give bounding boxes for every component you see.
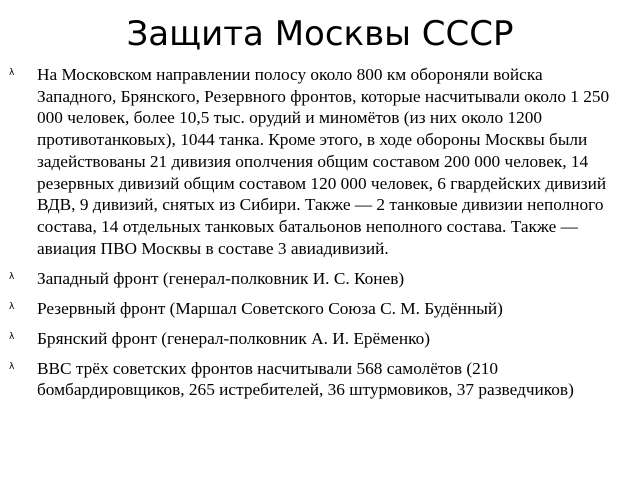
bullet-text: На Московском направлении полосу около 800 км обороняли войска Западного, Брянского, Резервного фронтов, которые насчитывали около 1 250 000 человек, более 10,5 тыс. орудий и миномётов (из них около 1200 противотанковых), 1044 танка. Кроме этого, в ходе обороны Москвы были задействованы 21 дивизия ополчения общим составом 200 000 человек, 14 резервных дивизий общим составом 120 000 человек, 6 гвардейских дивизий ВДВ, 9 дивизий, снятых из Сибири. Также — 2 танковые дивизии неполного состава, 14 отдельных танковых батальонов неполного состава. Также — авиация ПВО Москвы в составе 3 авиадивизий. [37,65,610,258]
bullet-icon: λ [9,271,15,282]
bullet-icon: λ [9,361,15,372]
bullet-item-western-front [0,268,622,290]
bullet-text: Западный фронт (генерал-полковник И. С. Конев) [37,268,405,288]
bullet-icon: λ [9,331,15,342]
bullet-item-bryansk-front [0,328,622,350]
bullet-item-air-force [0,358,622,401]
bullet-text: Резервный фронт (Маршал Советского Союза С. М. Будённый) [37,298,503,318]
bullet-text: Брянский фронт (генерал-полковник А. И. Ерёменко) [37,328,430,348]
bullet-item-reserve-front [0,298,622,320]
bullet-icon: λ [9,301,15,312]
bullet-list [0,64,640,409]
slide-title: Защита Москвы СССР [126,14,514,54]
bullet-item-forces [0,64,622,259]
bullet-icon: λ [9,68,15,78]
bullet-text: ВВС трёх советских фронтов насчитывали 568 самолётов (210 бомбардировщиков, 265 истребителей, 36 штурмовиков, 37 разведчиков) [37,358,574,400]
